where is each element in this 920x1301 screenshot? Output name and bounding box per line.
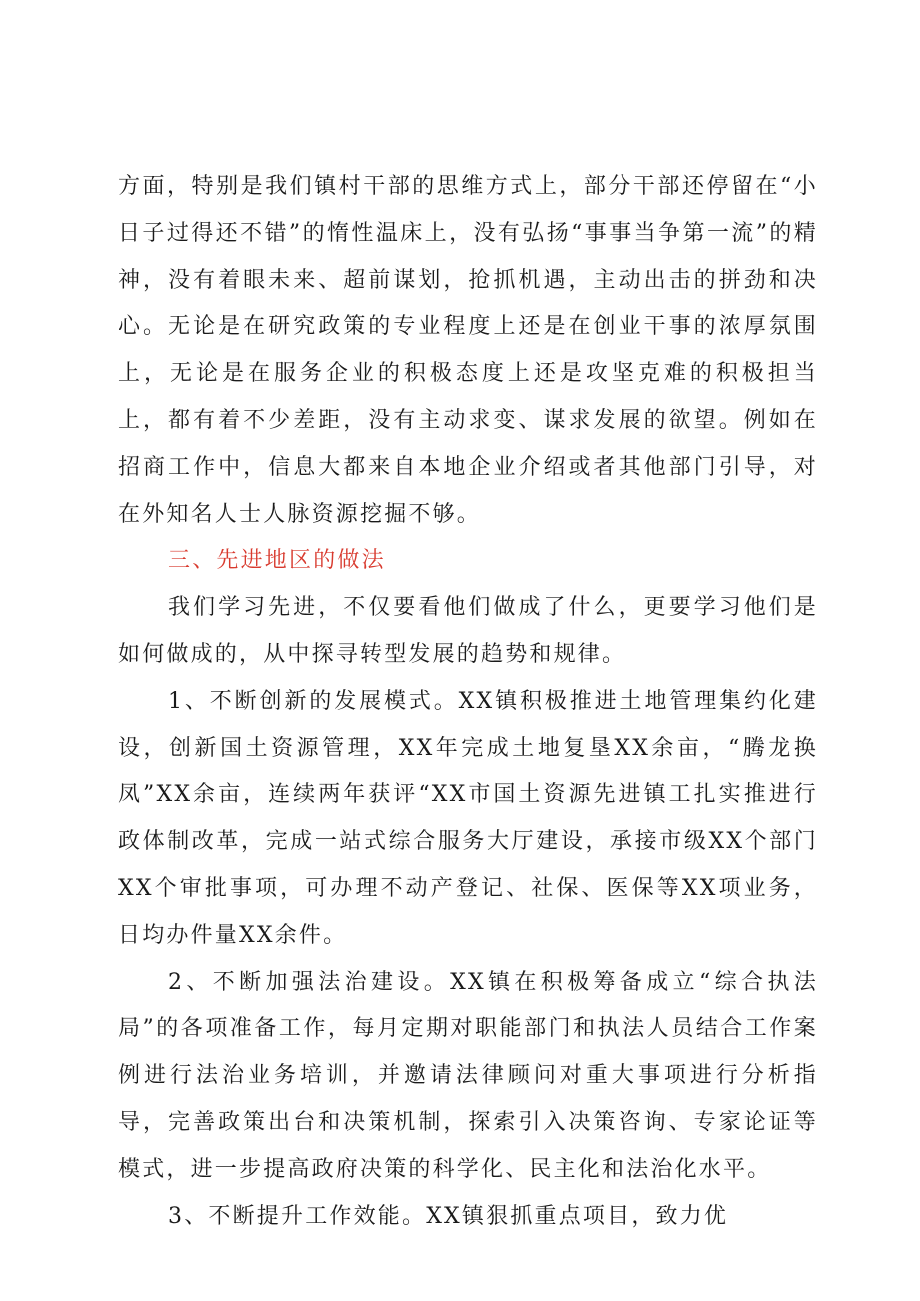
document-body [118, 164, 818, 1240]
section-heading: 三、先进地区的做法 [168, 548, 386, 574]
paragraph-item-2: 2、不断加强法治建设。XX镇在积极筹备成立“综合执法局”的各项准备工作，每月定期对职能部门和执法人员结合工作案例进行法治业务培训，并邀请法律顾问对重大事项进行分析指导，完善政策出台和决策机制，探索引入决策咨询、专家论证等模式，进一步提高政府决策的科学化、民主化和法治化水平。 [118, 969, 818, 1182]
paragraph-item-1: 1、不断创新的发展模式。XX镇积极推进土地管理集约化建设，创新国土资源管理，XX年完成土地复垦XX余亩，“腾龙换凤”XX余亩，连续两年获评“XX市国土资源先进镇工扎实推进行政体制改革，完成一站式综合服务大厅建设，承接市级XX个部门XX个审批事项，可办理不动产登记、社保、医保等XX项业务，日均办件量XX余件。 [118, 688, 818, 948]
paragraph-item-3: 3、不断提升工作效能。XX镇狠抓重点项目，致力优 [168, 1203, 729, 1229]
paragraph-intro: 我们学习先进，不仅要看他们做成了什么，更要学习他们是如何做成的，从中探寻转型发展的趋势和规律。 [118, 595, 818, 667]
paragraph-continuation: 方面，特别是我们镇村干部的思维方式上，部分干部还停留在“小日子过得还不错”的惰性温床上，没有弘扬“事事当争第一流”的精神，没有着眼未来、超前谋划，抢抓机遇，主动出击的拼劲和决心。无论是在研究政策的专业程度上还是在创业干事的浓厚氛围上，无论是在服务企业的积极态度上还是攻坚克难的积极担当上，都有着不少差距，没有主动求变、谋求发展的欲望。例如在招商工作中，信息大都来自本地企业介绍或者其他部门引导，对在外知名人士人脉资源挖掘不够。 [118, 174, 818, 527]
